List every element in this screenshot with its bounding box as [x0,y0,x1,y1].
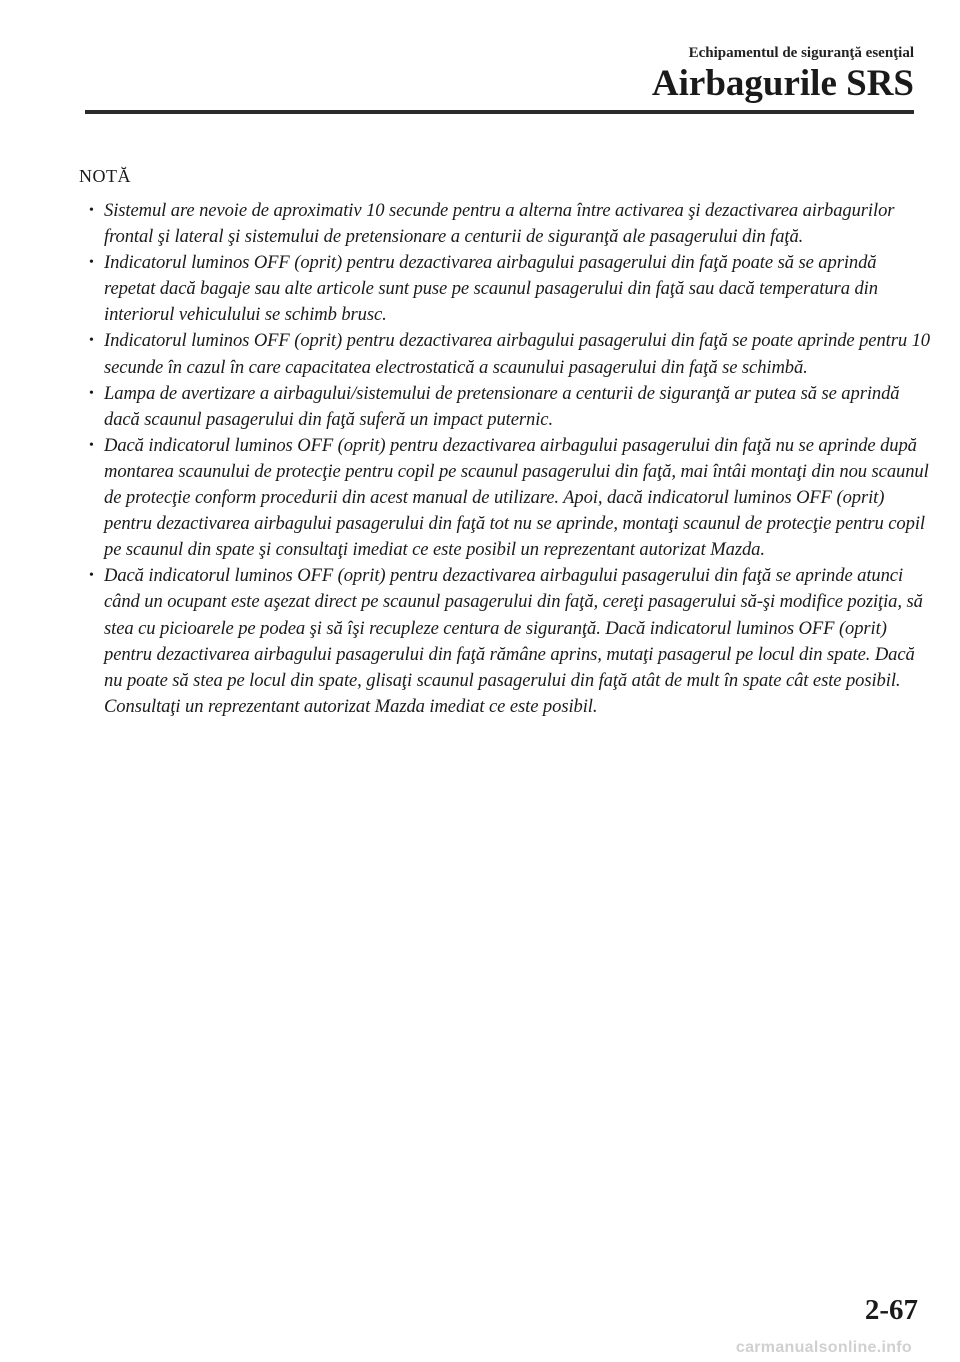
bullet-icon: • [89,437,94,453]
watermark: carmanualsonline.info [735,1339,912,1356]
page-number: 2-67 [864,1294,918,1326]
bullet-icon: • [89,385,94,401]
note-item [85,328,930,380]
note-item-text: Indicatorul luminos OFF (oprit) pentru dezactivarea airbagului pasagerului din faţă se poate aprinde pentru 10 secunde în cazul în care capacitatea electrostatică a scaunului pasagerului din faţă se schimbă. [104,330,930,378]
bullet-icon: • [89,255,94,271]
note-heading: NOTĂ [79,166,131,186]
note-item [85,250,930,328]
section-title: Echipamentul de siguranţă esenţial [688,45,914,61]
bullet-icon: • [89,333,94,349]
note-item-text: Dacă indicatorul luminos OFF (oprit) pentru dezactivarea airbagului pasagerului din faţă nu se aprinde după montarea scaunului de protecţie pentru copil pe scaunul pasagerului din faţă, mai întâi montaţi din nou scaunul de protecţie conform procedurii din acest manual de utilizare. Apoi, dacă indicatorul luminos OFF (oprit) pentru dezactivarea airbagului pasagerului din faţă tot nu se aprinde, montaţi scaunul de protecţie pentru copil pe scaunul din spate şi consultaţi imediat ce este posibil un reprezentant autorizat Mazda. [104,434,929,561]
note-item [85,381,930,433]
note-item [85,563,930,720]
page-title: Airbagurile SRS [651,63,914,104]
header-divider [85,110,914,114]
note-item-text: Indicatorul luminos OFF (oprit) pentru dezactivarea airbagului pasagerului din faţă poate să se aprindă repetat dacă bagaje sau alte articole sunt puse pe scaunul pasagerului din faţă sau dacă temperatura din interiorul vehiculului se schimb brusc. [104,252,878,326]
note-item-text: Dacă indicatorul luminos OFF (oprit) pentru dezactivarea airbagului pasagerului din faţă se aprinde atunci când un ocupant este aşezat direct pe scaunul pasagerului din faţă, cereţi pasagerului să-şi modifice poziţia, să stea cu picioarele pe podea şi să îşi recupleze centura de siguranţă. Dacă indicatorul luminos OFF (oprit) pentru dezactivarea airbagului pasagerului din faţă rămâne aprins, mutaţi pasagerul pe locul din spate. Dacă nu poate să stea pe locul din spate, glisaţi scaunul pasagerului din faţă atât de mult în spate cât este posibil. Consultaţi un reprezentant autorizat Mazda imediat ce este posibil. [104,565,923,717]
bullet-icon: • [89,203,94,218]
note-list [85,198,930,720]
note-item [85,433,930,563]
bullet-icon: • [89,568,94,584]
note-item-text: Lampa de avertizare a airbagului/sistemului de pretensionare a centurii de siguranţă ar putea să se aprindă dacă scaunul pasagerului din faţă suferă un impact puternic. [104,382,900,430]
note-item [85,198,930,250]
note-item-text: Sistemul are nevoie de aproximativ 10 secunde pentru a alterna între activarea şi dezactivarea airbagurilor frontal şi lateral şi sistemului de pretensionare a centurii de siguranţă ale pasagerului din faţă. [104,200,895,248]
